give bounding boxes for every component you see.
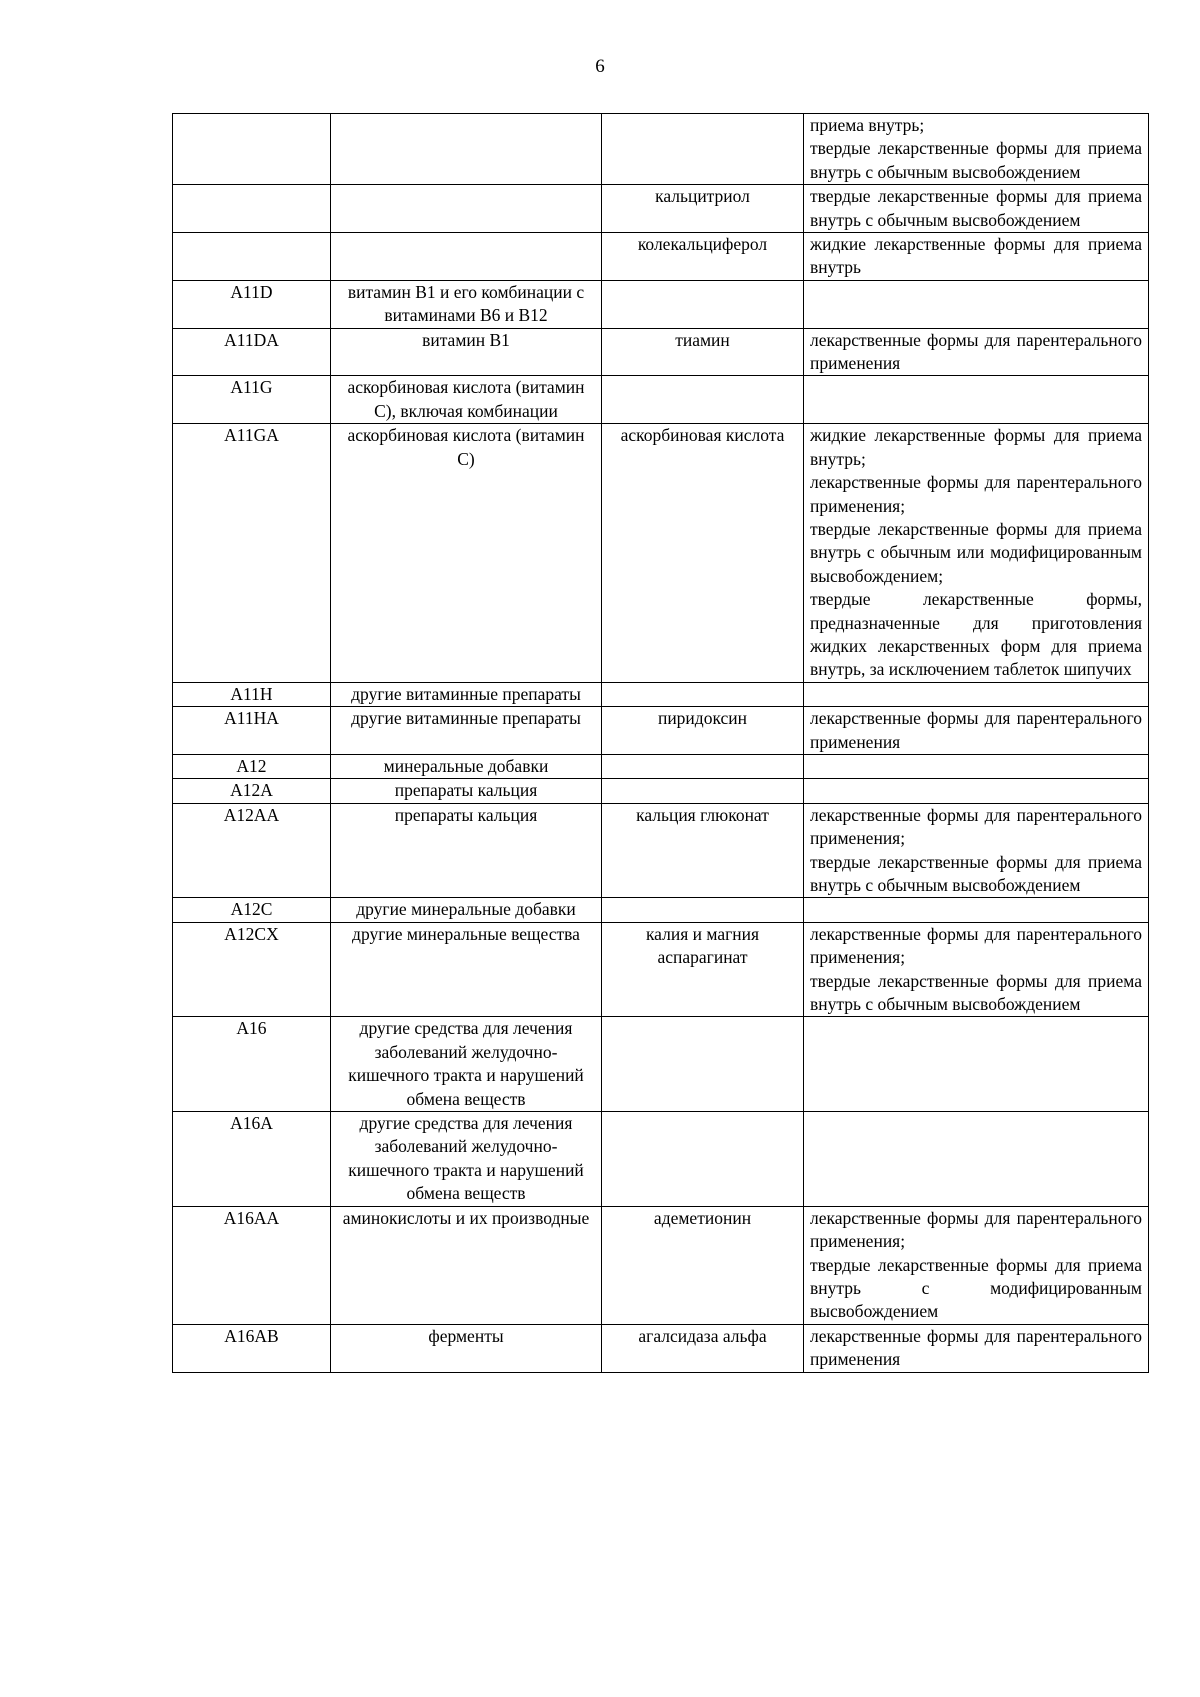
table-row	[173, 803, 1149, 898]
table-row	[173, 376, 1149, 424]
table-row	[173, 424, 1149, 682]
table-row	[173, 114, 1149, 185]
anatomical-group-cell: витамин B1	[331, 328, 602, 376]
dosage-form-cell: лекарственные формы для парентерального применения	[804, 1324, 1149, 1372]
dosage-form-cell	[804, 682, 1149, 706]
anatomical-group-cell: другие средства для лечения заболеваний желудочно-кишечного тракта и нарушений обмена веществ	[331, 1112, 602, 1207]
dosage-form-cell	[804, 1017, 1149, 1112]
drug-name-cell	[602, 1112, 804, 1207]
dosage-form-cell	[804, 376, 1149, 424]
anatomical-group-cell	[331, 114, 602, 185]
table-row	[173, 1206, 1149, 1324]
atc-code-cell	[173, 114, 331, 185]
drug-name-cell	[602, 1017, 804, 1112]
anatomical-group-cell: препараты кальция	[331, 803, 602, 898]
anatomical-group-cell: минеральные добавки	[331, 754, 602, 778]
atc-code-cell: A11D	[173, 280, 331, 328]
dosage-form-cell: лекарственные формы для парентерального применения; твердые лекарственные формы для приема внутрь с модифицированным высвобождением	[804, 1206, 1149, 1324]
anatomical-group-cell: аскорбиновая кислота (витамин C)	[331, 424, 602, 682]
table-row	[173, 185, 1149, 233]
anatomical-group-cell: другие средства для лечения заболеваний желудочно-кишечного тракта и нарушений обмена веществ	[331, 1017, 602, 1112]
drug-name-cell: тиамин	[602, 328, 804, 376]
dosage-form-cell: жидкие лекарственные формы для приема внутрь; лекарственные формы для парентерального применения; твердые лекарственные формы для приема внутрь с обычным или модифицированным высвобождением; твердые лекарственные формы, предназначенные для приготовления жидких лекарственных форм для приема внутрь, за исключением таблеток шипучих	[804, 424, 1149, 682]
atc-code-cell	[173, 233, 331, 281]
table-row	[173, 682, 1149, 706]
drug-name-cell: кальция глюконат	[602, 803, 804, 898]
dosage-form-cell	[804, 754, 1149, 778]
drug-name-cell	[602, 754, 804, 778]
drug-name-cell: агалсидаза альфа	[602, 1324, 804, 1372]
dosage-form-cell: лекарственные формы для парентерального применения	[804, 707, 1149, 755]
dosage-form-cell: лекарственные формы для парентерального применения; твердые лекарственные формы для приема внутрь с обычным высвобождением	[804, 922, 1149, 1017]
drug-name-cell	[602, 898, 804, 922]
atc-code-cell: A12CX	[173, 922, 331, 1017]
drug-name-cell: пиридоксин	[602, 707, 804, 755]
atc-code-cell: A16A	[173, 1112, 331, 1207]
atc-code-cell: A12C	[173, 898, 331, 922]
atc-code-cell: A11G	[173, 376, 331, 424]
drug-name-cell: калия и магния аспарагинат	[602, 922, 804, 1017]
table-row	[173, 1324, 1149, 1372]
drug-name-cell: адеметионин	[602, 1206, 804, 1324]
table-row	[173, 779, 1149, 803]
anatomical-group-cell	[331, 233, 602, 281]
atc-code-cell: A12A	[173, 779, 331, 803]
atc-code-cell	[173, 185, 331, 233]
dosage-form-cell: приема внутрь; твердые лекарственные формы для приема внутрь с обычным высвобождением	[804, 114, 1149, 185]
atc-code-cell: A12AA	[173, 803, 331, 898]
table-row	[173, 280, 1149, 328]
anatomical-group-cell: ферменты	[331, 1324, 602, 1372]
dosage-form-cell	[804, 280, 1149, 328]
drug-name-cell: аскорбиновая кислота	[602, 424, 804, 682]
atc-code-cell: A12	[173, 754, 331, 778]
anatomical-group-cell: другие минеральные вещества	[331, 922, 602, 1017]
anatomical-group-cell: аминокислоты и их производные	[331, 1206, 602, 1324]
dosage-form-cell	[804, 898, 1149, 922]
table-row	[173, 922, 1149, 1017]
dosage-form-cell: лекарственные формы для парентерального применения	[804, 328, 1149, 376]
anatomical-group-cell: другие минеральные добавки	[331, 898, 602, 922]
atc-code-cell: A16AB	[173, 1324, 331, 1372]
drug-name-cell	[602, 280, 804, 328]
anatomical-group-cell: другие витаминные препараты	[331, 707, 602, 755]
anatomical-group-cell	[331, 185, 602, 233]
atc-code-cell: A11GA	[173, 424, 331, 682]
table-row	[173, 1017, 1149, 1112]
atc-code-cell: A11HA	[173, 707, 331, 755]
table-row	[173, 898, 1149, 922]
page-number: 6	[595, 56, 605, 77]
table-row	[173, 754, 1149, 778]
drug-name-cell	[602, 376, 804, 424]
drug-list-body	[173, 114, 1149, 1373]
atc-code-cell: A11DA	[173, 328, 331, 376]
table-row	[173, 707, 1149, 755]
dosage-form-cell	[804, 1112, 1149, 1207]
dosage-form-cell: твердые лекарственные формы для приема внутрь с обычным высвобождением	[804, 185, 1149, 233]
drug-name-cell	[602, 779, 804, 803]
drug-name-cell	[602, 114, 804, 185]
dosage-form-cell: жидкие лекарственные формы для приема внутрь	[804, 233, 1149, 281]
atc-code-cell: A16	[173, 1017, 331, 1112]
dosage-form-cell: лекарственные формы для парентерального применения; твердые лекарственные формы для приема внутрь с обычным высвобождением	[804, 803, 1149, 898]
anatomical-group-cell: другие витаминные препараты	[331, 682, 602, 706]
atc-code-cell: A16AA	[173, 1206, 331, 1324]
drug-name-cell: кальцитриол	[602, 185, 804, 233]
table-row	[173, 233, 1149, 281]
drug-list-table	[172, 113, 1149, 1373]
table-row	[173, 328, 1149, 376]
dosage-form-cell	[804, 779, 1149, 803]
drug-name-cell	[602, 682, 804, 706]
table-row	[173, 1112, 1149, 1207]
anatomical-group-cell: витамин B1 и его комбинации с витаминами B6 и B12	[331, 280, 602, 328]
anatomical-group-cell: аскорбиновая кислота (витамин C), включая комбинации	[331, 376, 602, 424]
drug-name-cell: колекальциферол	[602, 233, 804, 281]
atc-code-cell: A11H	[173, 682, 331, 706]
anatomical-group-cell: препараты кальция	[331, 779, 602, 803]
